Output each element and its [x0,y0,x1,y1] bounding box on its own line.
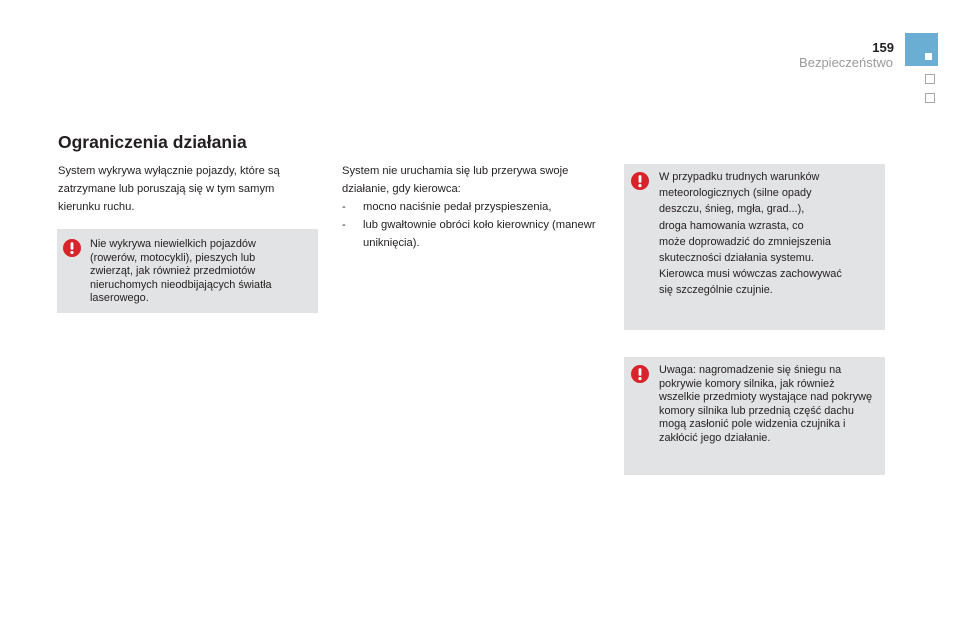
tab-dot [925,53,932,60]
list-item [342,216,604,252]
text-line: W przypadku trudnych warunków [659,171,820,183]
text-line: deszczu, śnieg, mgła, grad...), [659,203,805,216]
text-line: może doprowadzić do zmniejszenia [659,235,831,248]
text-line: meteorologicznych (silne opady [659,187,812,200]
warning-icon [63,239,81,257]
list-item [342,198,604,216]
note-text: Nie wykrywa niewielkich pojazdów (rowerów, motocykli), pieszych lub zwierząt, jak również przedmiotów nieruchomych nieodbijających światła laserowego. [90,238,272,305]
note-box [57,229,318,313]
text-line: Kierowca musi wówczas zachowywać [659,268,842,281]
section-tab-box [925,93,935,103]
section-tab-box [925,74,935,84]
snow-warning-box [624,357,885,475]
list-item-text: mocno naciśnie pedał przyspieszenia, [363,201,552,213]
snow-warning-text: Uwaga: nagromadzenie się śniegu na pokrywie komory silnika, jak również wszelkie przedmioty wystające nad pokrywę komory silnika lub przednią część dachu mogą zasłonić pole widzenia czujnika i zakłócić jego działanie. [659,364,873,444]
text-line: skuteczności działania systemu. [659,252,814,265]
middle-lead: System nie uruchamia się lub przerywa swoje działanie, gdy kierowca: [342,165,569,195]
page-title: Ograniczenia działania [58,132,247,152]
weather-warning-text [659,169,881,299]
intro-paragraph: System wykrywa wyłącznie pojazdy, które są zatrzymane lub poruszają się w tym samym kierunku ruchu. [58,165,280,213]
text-line: się szczególnie czujnie. [659,284,773,297]
list-bullet: - [342,219,346,231]
list-bullet: - [342,201,346,213]
middle-column [342,162,604,252]
warning-icon [631,172,649,190]
text-line: droga hamowania wzrasta, co [659,219,804,232]
warning-icon [631,365,649,383]
section-name: Bezpieczeństwo [799,55,893,70]
section-tab-active [905,33,938,66]
list-item-text: lub gwałtownie obróci koło kierownicy (manewr uniknięcia). [363,219,596,249]
weather-warning-box [624,164,885,330]
page-number: 159 [872,40,894,55]
